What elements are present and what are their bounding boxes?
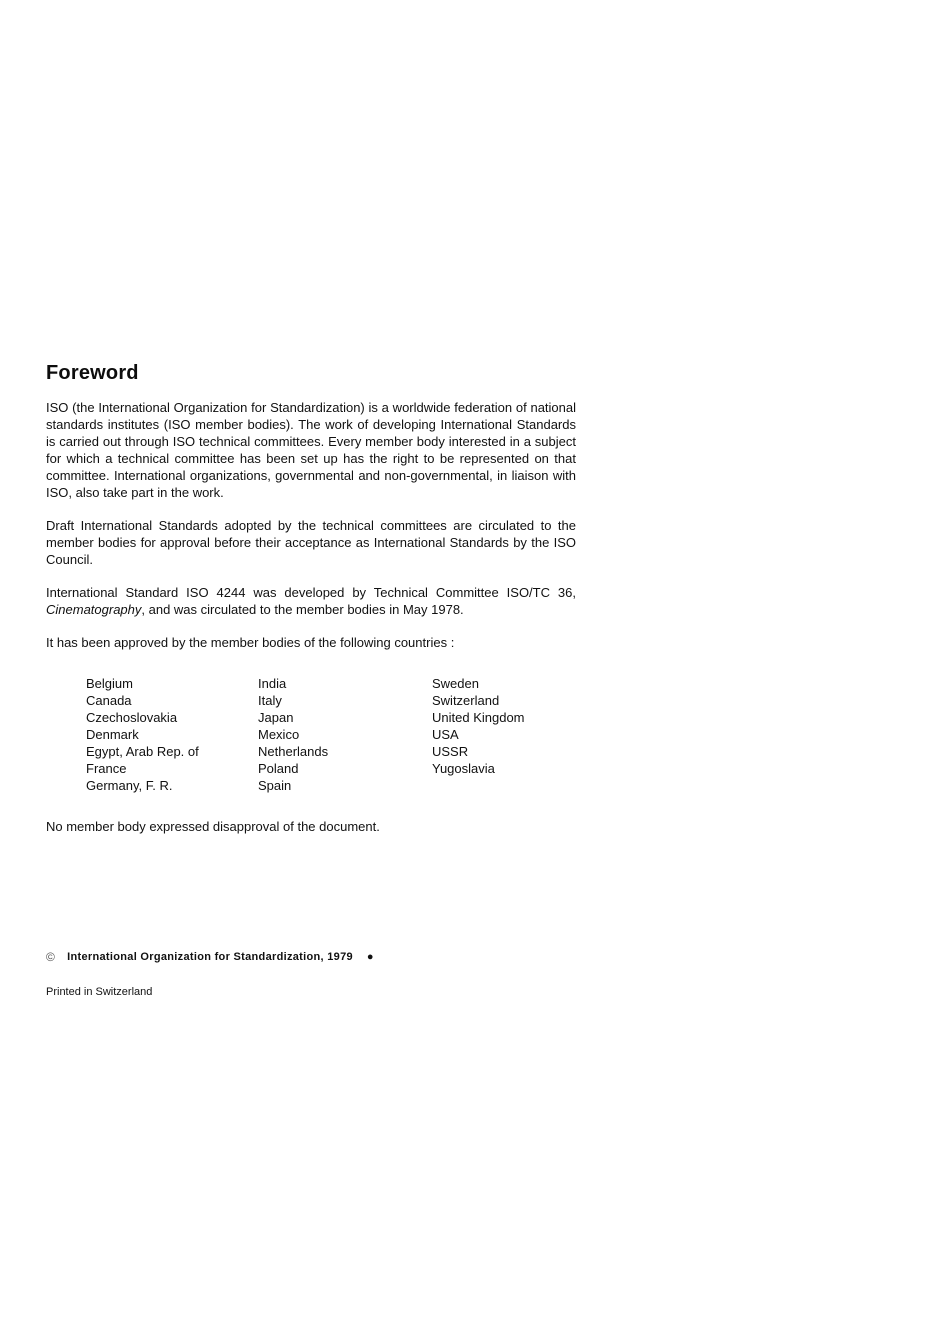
country-item: USA bbox=[432, 727, 459, 742]
countries-column-3 bbox=[432, 675, 602, 794]
committee-name: Cinematography bbox=[46, 602, 142, 617]
copyright-line bbox=[46, 950, 374, 964]
country-item: Spain bbox=[258, 778, 292, 793]
country-item: Germany, F. R. bbox=[86, 778, 173, 793]
country-item: Poland bbox=[258, 761, 299, 776]
country-item: India bbox=[258, 676, 287, 691]
paragraph-draft-standards: Draft International Standards adopted by the technical committees are circulated to the member bodies for approval before their acceptance as International Standards by the ISO Council. bbox=[46, 518, 576, 567]
country-item: United Kingdom bbox=[432, 710, 525, 725]
country-item: Italy bbox=[258, 693, 282, 708]
country-item: Yugoslavia bbox=[432, 761, 495, 776]
country-item: Sweden bbox=[432, 676, 479, 691]
page-title: Foreword bbox=[46, 362, 139, 384]
country-item: Switzerland bbox=[432, 693, 500, 708]
country-item: Belgium bbox=[86, 676, 133, 691]
country-item: Canada bbox=[86, 693, 132, 708]
countries-list bbox=[86, 675, 576, 794]
countries-column-1 bbox=[86, 675, 258, 794]
country-item: Czechoslovakia bbox=[86, 710, 178, 725]
countries-column-2 bbox=[258, 675, 432, 794]
paragraph-iso-description: ISO (the International Organization for Standardization) is a worldwide federation of national standards institutes (ISO member bodies). The work of developing International Standards is carried out through ISO technical committees. Every member body interested in a subject for which a technical committee has been set up has the right to be represented on that committee. International organizations, governmental and non-governmental, in liaison with ISO, also take part in the work. bbox=[46, 400, 576, 500]
paragraph-iso-4244-start: International Standard ISO 4244 was developed by Technical Committee ISO/TC 36, bbox=[46, 585, 576, 600]
copyright-text: International Organization for Standardization, 1979 bbox=[67, 951, 353, 963]
country-item: USSR bbox=[432, 744, 469, 759]
country-item: Mexico bbox=[258, 727, 300, 742]
bullet-icon: ● bbox=[366, 951, 374, 963]
printed-note: Printed in Switzerland bbox=[46, 986, 153, 998]
paragraph-iso-4244-end: , and was circulated to the member bodies in May 1978. bbox=[141, 602, 464, 617]
paragraph-approval: It has been approved by the member bodies of the following countries : bbox=[46, 635, 455, 650]
country-item: Netherlands bbox=[258, 744, 329, 759]
copyright-icon: © bbox=[46, 950, 56, 964]
country-item: France bbox=[86, 761, 127, 776]
country-item: Japan bbox=[258, 710, 294, 725]
paragraph-iso-4244 bbox=[46, 584, 576, 618]
foreword-section bbox=[46, 362, 576, 851]
country-item: Denmark bbox=[86, 727, 139, 742]
country-item: Egypt, Arab Rep. of bbox=[86, 744, 199, 759]
paragraph-no-disapproval: No member body expressed disapproval of the document. bbox=[46, 819, 380, 834]
